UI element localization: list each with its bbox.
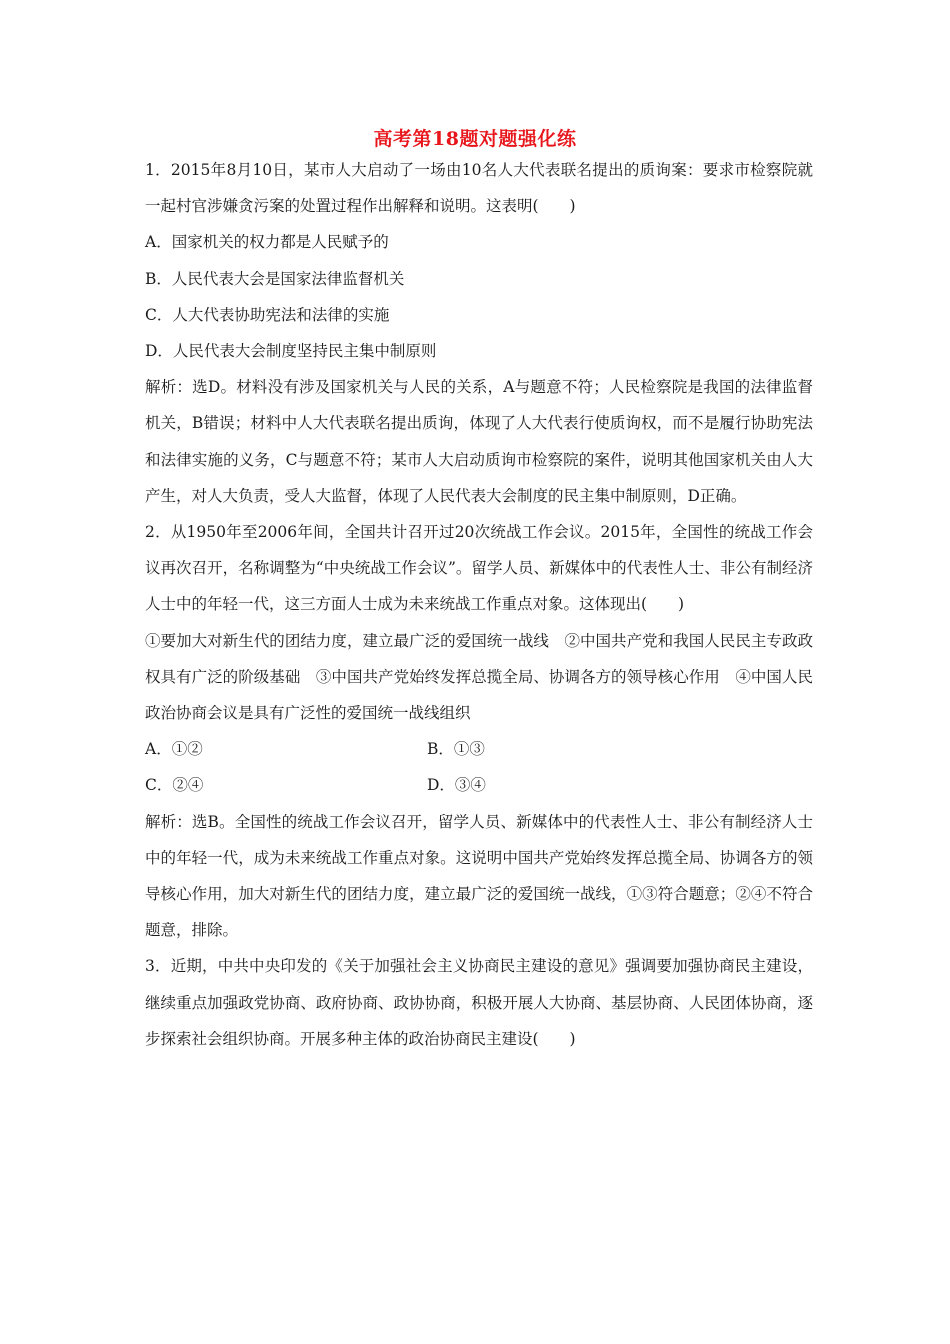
question-3-stem: 3．近期，中共中央印发的《关于加强社会主义协商民主建设的意见》强调要加强协商民主建设，继续重点加强政党协商、政府协商、政协协商，积极开展人大协商、基层协商、人民团体协商，逐步探索社会组织协商。开展多种主体的政治协商民主建设( ) [145,957,813,1048]
question-1-analysis: 解析：选D。材料没有涉及国家机关与人民的关系，A与题意不符；人民检察院是我国的法律监督机关，B错误；材料中人大代表联名提出质询，体现了人大代表行使质询权，而不是履行协助宪法和法律实施的义务，C与题意不符；某市人大启动质询市检察院的案件，说明其他国家机关由人大产生，对人大负责，受人大监督，体现了人民代表大会制度的民主集中制原则，D正确。 [145,378,813,505]
question-2-option-b: B．①③ [427,740,485,759]
question-1-option-c: C．人大代表协助宪法和法律的实施 [145,305,390,324]
question-2-options-row-2 [145,767,813,803]
page-title: 高考第18题对题强化练 [373,128,577,150]
question-2-option-d: D．③④ [427,776,486,795]
question-2-options-row-1 [145,731,813,767]
question-2-analysis: 解析：选B。全国性的统战工作会议召开，留学人员、新媒体中的代表性人士、非公有制经济人士中的年轻一代，成为未来统战工作重点对象。这说明中国共产党始终发挥总揽全局、协调各方的领导核心作用，加大对新生代的团结力度，建立最广泛的爱国统一战线，①③符合题意；②④不符合题意，排除。 [145,812,813,940]
question-2-option-c: C．②④ [145,776,204,795]
question-2-option-a: A．①② [145,740,203,759]
question-2-statements: ①要加大对新生代的团结力度，建立最广泛的爱国统一战线 ②中国共产党和我国人民民主专政政权具有广泛的阶级基础 ③中国共产党始终发挥总揽全局、协调各方的领导核心作用 ④中国人民政治协商会议是具有广泛性的爱国统一战线组织 [145,631,813,723]
question-1-option-d: D．人民代表大会制度坚持民主集中制原则 [145,342,437,361]
question-2-stem: 2．从1950年至2006年间，全国共计召开过20次统战工作会议。2015年，全国性的统战工作会议再次召开，名称调整为“中央统战工作会议”。留学人员、新媒体中的代表性人士、非公有制经济人士中的年轻一代，这三方面人士成为未来统战工作重点对象。这体现出( ) [145,523,813,614]
question-1-option-b: B．人民代表大会是国家法律监督机关 [145,269,405,288]
question-1-option-a: A．国家机关的权力都是人民赋予的 [145,233,389,252]
question-1-stem: 1．2015年8月10日，某市人大启动了一场由10名人大代表联名提出的质询案：要求市检察院就一起村官涉嫌贪污案的处置过程作出解释和说明。这表明( ) [145,161,813,216]
document-body [145,152,813,1057]
